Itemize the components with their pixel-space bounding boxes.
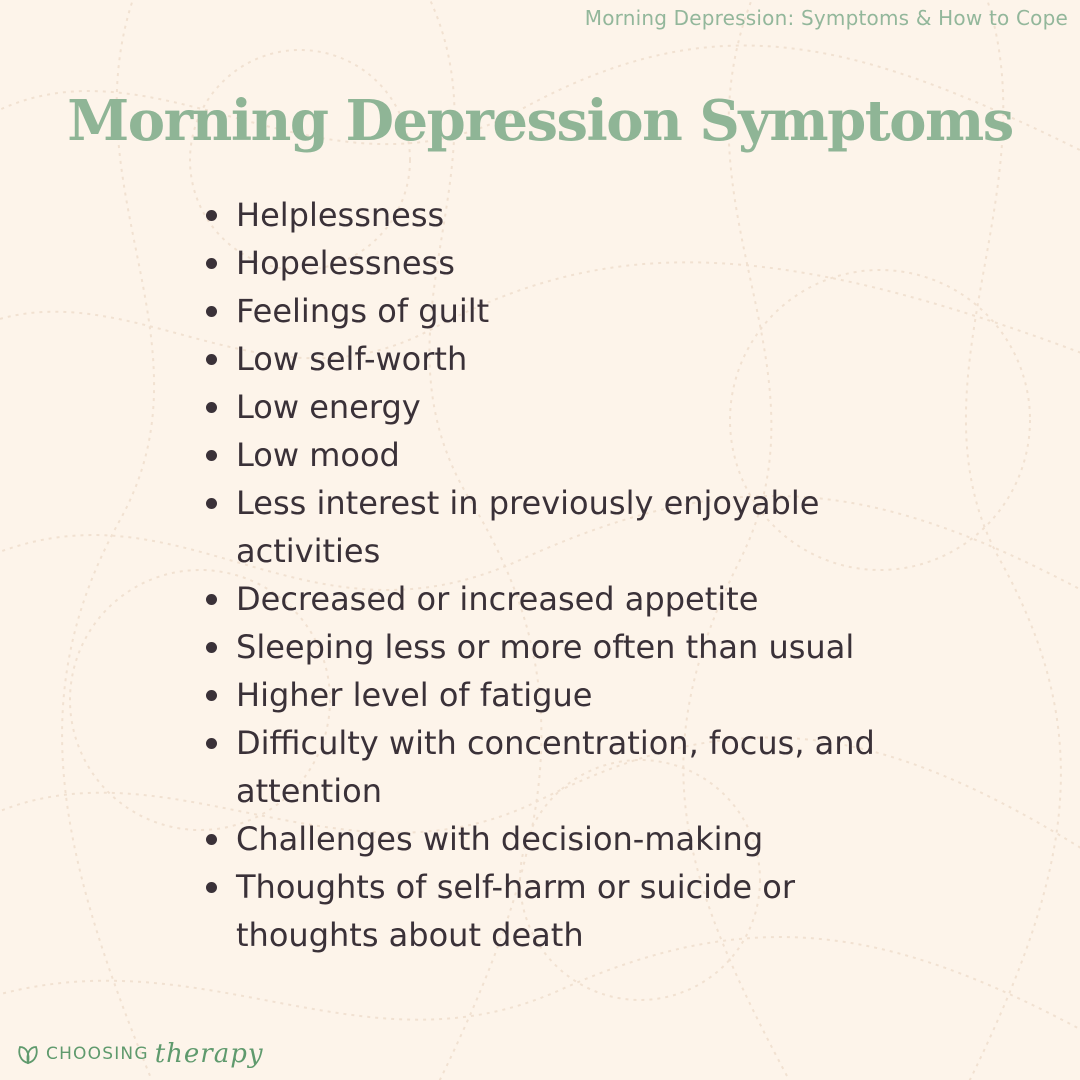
bullet-icon xyxy=(206,402,217,413)
brand-name-part-2: therapy xyxy=(154,1039,264,1069)
list-item xyxy=(204,575,924,623)
symptom-text: Challenges with decision-making xyxy=(236,820,764,858)
list-item xyxy=(204,863,924,959)
list-item xyxy=(204,671,924,719)
bullet-icon xyxy=(206,642,217,653)
bullet-icon xyxy=(206,258,217,269)
list-item xyxy=(204,431,924,479)
list-item xyxy=(204,719,924,815)
symptom-text: Low energy xyxy=(236,388,421,426)
symptom-list xyxy=(204,191,924,959)
list-item xyxy=(204,239,924,287)
symptom-text: Thoughts of self-harm or suicide or thoughts about death xyxy=(236,868,795,954)
symptom-text: Feelings of guilt xyxy=(236,292,490,330)
list-item xyxy=(204,383,924,431)
list-item xyxy=(204,623,924,671)
bullet-icon xyxy=(206,498,217,509)
symptom-text: Higher level of fatigue xyxy=(236,676,593,714)
bullet-icon xyxy=(206,210,217,221)
symptom-text: Low self-worth xyxy=(236,340,468,378)
bullet-icon xyxy=(206,354,217,365)
list-item xyxy=(204,287,924,335)
symptom-text: Helplessness xyxy=(236,196,445,234)
list-item xyxy=(204,191,924,239)
list-item xyxy=(204,815,924,863)
list-item xyxy=(204,335,924,383)
header-caption: Morning Depression: Symptoms & How to Cope xyxy=(584,6,1068,30)
brand-name-part-1: CHOOSING xyxy=(46,1044,149,1064)
symptom-text: Sleeping less or more often than usual xyxy=(236,628,855,666)
symptom-text: Decreased or increased appetite xyxy=(236,580,759,618)
brand-logo xyxy=(16,1038,264,1070)
page-title: Morning Depression Symptoms xyxy=(67,88,1013,154)
symptom-text: Low mood xyxy=(236,436,400,474)
bullet-icon xyxy=(206,834,217,845)
leaf-icon xyxy=(16,1043,40,1065)
bullet-icon xyxy=(206,450,217,461)
bullet-icon xyxy=(206,738,217,749)
list-item xyxy=(204,479,924,575)
bullet-icon xyxy=(206,882,217,893)
symptom-text: Difficulty with concentration, focus, and attention xyxy=(236,724,875,810)
bullet-icon xyxy=(206,594,217,605)
symptom-text: Less interest in previously enjoyable activities xyxy=(236,484,820,570)
bullet-icon xyxy=(206,690,217,701)
symptom-text: Hopelessness xyxy=(236,244,455,282)
bullet-icon xyxy=(206,306,217,317)
